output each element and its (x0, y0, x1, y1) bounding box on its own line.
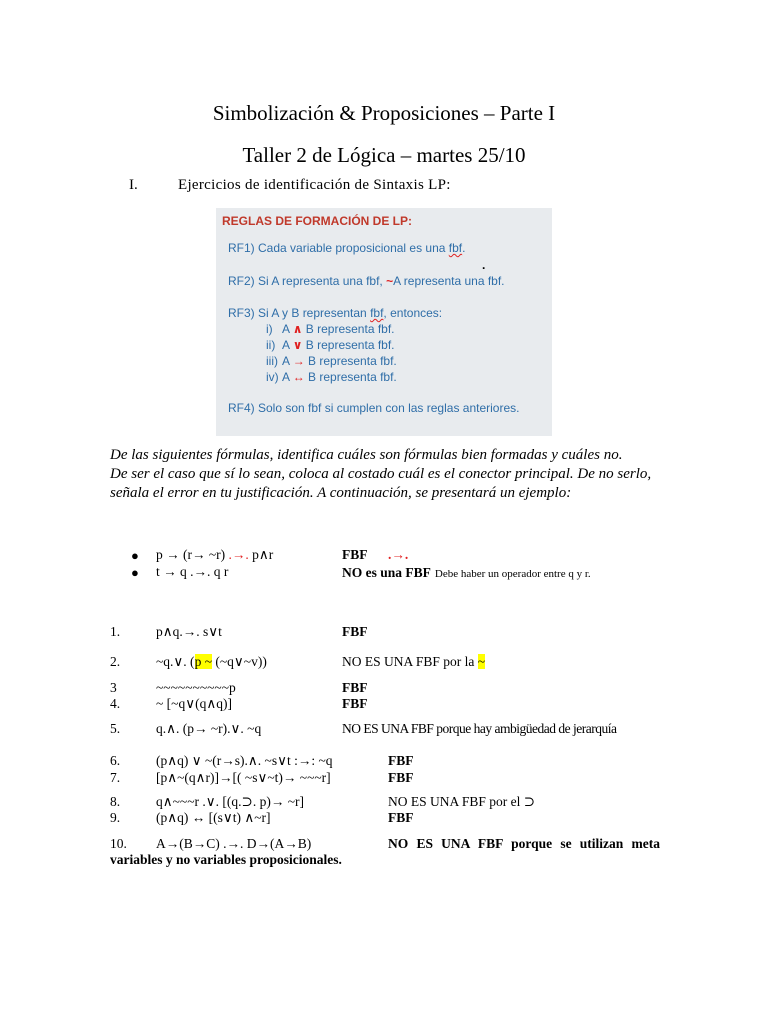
rule-item-i (266, 322, 395, 336)
section-heading: Ejercicios de identificación de Sintaxis LP: (178, 177, 451, 193)
rule-item-label: ii) (266, 338, 276, 352)
rule-item-rest: B representa fbf. (305, 322, 395, 336)
example-note: Debe haber un operador entre q y r. (434, 568, 591, 580)
rule-rf1-text: RF1) Cada variable proposicional es una (228, 241, 449, 255)
rule-rf1-suffix: . (462, 241, 466, 255)
rule-item-ii (266, 338, 395, 352)
exercise-number: 2. (110, 654, 121, 669)
rule-rf1-term: fbf (448, 241, 463, 255)
instructions-line: De las siguientes fórmulas, identifica cuáles son fórmulas bien formadas y cuáles no. (110, 447, 623, 463)
exercise-formula-part: ~q.∨. ( (156, 654, 195, 669)
exercise-number: 9. (110, 810, 121, 825)
exercise-formula (156, 654, 267, 670)
exercise-answer: NO ES UNA FBF porque hay ambigüedad de jerarquía (342, 721, 617, 736)
rule-rf2 (228, 274, 505, 288)
rule-rf4: RF4) Solo son fbf si cumplen con las reglas anteriores. (228, 401, 520, 415)
rule-item-a: A (282, 354, 290, 368)
exercise-answer: FBF (342, 680, 368, 695)
highlighted-error: p ~ (194, 654, 212, 669)
example-verdict-1: FBF (342, 547, 368, 562)
exercise-answer (342, 654, 485, 670)
instructions-line: señala el error en tu justificación. A continuación, se presentará un ejemplo: (110, 485, 572, 501)
exercise-formula: (p∧q) ∨ ~(r→s).∧. ~s∨t :→: ~q (156, 753, 333, 768)
rule-item-rest: B representa fbf. (308, 370, 397, 384)
exercise-number: 1. (110, 624, 121, 639)
exercise-answer: FBF (342, 696, 368, 711)
example-formula-part: p∧r (248, 547, 274, 562)
exercise-answer: FBF (388, 810, 414, 825)
rule-rf3-text: RF3) Si A y B representan (228, 306, 371, 320)
example-formula-part: p → (r→ ~r) (156, 547, 229, 562)
rule-rf2-text: RF2) Si A representa una fbf, (228, 274, 387, 288)
exercise-answer-text: NO ES UNA FBF por la (342, 654, 475, 669)
exercise-formula: q∧~~~r .∨. [(q.⊃. p)→ ~r] (156, 794, 305, 809)
exercise-answer: FBF (342, 624, 368, 639)
biconditional-symbol: ↔ (292, 370, 305, 384)
rule-item-a: A (282, 322, 290, 336)
rule-rf3 (228, 306, 442, 320)
and-symbol: ∧ (292, 322, 303, 336)
exercise-answer-continued: variables y no variables proposicionales. (110, 852, 342, 867)
example-formula-2: t → q .→. q r (156, 564, 229, 579)
example-formula-1 (156, 547, 273, 563)
highlighted-error: ~ (477, 654, 486, 669)
exercise-formula: p∧q.→. s∨t (156, 624, 222, 639)
rule-rf3-term: fbf (370, 306, 384, 320)
rule-item-a: A (282, 338, 290, 352)
instructions-line: De ser el caso que sí lo sean, coloca al costado cuál es el conector principal. De no serlo, (110, 466, 652, 482)
or-symbol: ∨ (292, 338, 303, 352)
exercise-formula-part: (~q∨~v)) (212, 654, 267, 669)
example-connector-1: .→. (388, 547, 409, 562)
rule-item-rest: B representa fbf. (305, 338, 395, 352)
exercise-number: 6. (110, 753, 121, 768)
example-bullet: ● (131, 565, 139, 580)
negation-symbol: ~ (386, 274, 394, 288)
rule-item-label: i) (266, 322, 273, 336)
rule-item-label: iv) (266, 370, 279, 384)
exercise-formula: A→(B→C) .→. D→(A→B) (156, 836, 312, 851)
exercise-formula: ~ [~q∨(q∧q)] (156, 696, 232, 711)
rule-item-iv (266, 370, 397, 384)
exercise-answer: NO ES UNA FBF porque se utilizan meta (388, 836, 660, 851)
example-verdict-2 (342, 564, 591, 582)
rule-item-label: iii) (266, 354, 278, 368)
instructions-paragraph (110, 446, 662, 503)
rule-item-iii (266, 354, 397, 368)
implies-symbol: → (292, 354, 305, 368)
exercise-formula: (p∧q) ↔ [(s∨t) ∧~r] (156, 810, 271, 825)
exercise-number: 8. (110, 794, 121, 809)
rules-heading: REGLAS DE FORMACIÓN DE LP: (222, 214, 413, 228)
exercise-number: 10. (110, 836, 127, 851)
page-title: Simbolización & Proposiciones – Parte I (212, 101, 556, 125)
exercise-formula: [p∧~(q∧r)]→[( ~s∨~t)→ ~~~r] (156, 770, 331, 785)
rule-item-a: A (282, 370, 290, 384)
example-bullet: ● (131, 548, 139, 563)
exercise-number: 7. (110, 770, 121, 785)
exercise-number: 4. (110, 696, 121, 711)
exercise-number: 3 (110, 680, 117, 695)
formation-rules-box (216, 208, 552, 436)
rule-rf1 (228, 241, 465, 255)
example-verdict-text: NO es una FBF (342, 565, 431, 580)
example-main-connector: .→. (228, 547, 249, 562)
exercise-formula: ~~~~~~~~~~p (156, 680, 236, 695)
exercise-number: 5. (110, 721, 121, 736)
rule-rf3-suffix: , entonces: (383, 306, 443, 320)
exercise-answer: FBF (388, 770, 414, 785)
rule-rf2-suffix: A representa una fbf. (393, 274, 505, 288)
exercise-answer: FBF (388, 753, 414, 768)
exercise-answer: NO ES UNA FBF por el ⊃ (388, 794, 536, 809)
stray-dot: . (482, 258, 486, 272)
section-number: I. (129, 177, 138, 193)
exercise-formula: q.∧. (p→ ~r).∨. ~q (156, 721, 262, 736)
rule-item-rest: B representa fbf. (308, 354, 397, 368)
page-subtitle: Taller 2 de Lógica – martes 25/10 (242, 143, 526, 167)
